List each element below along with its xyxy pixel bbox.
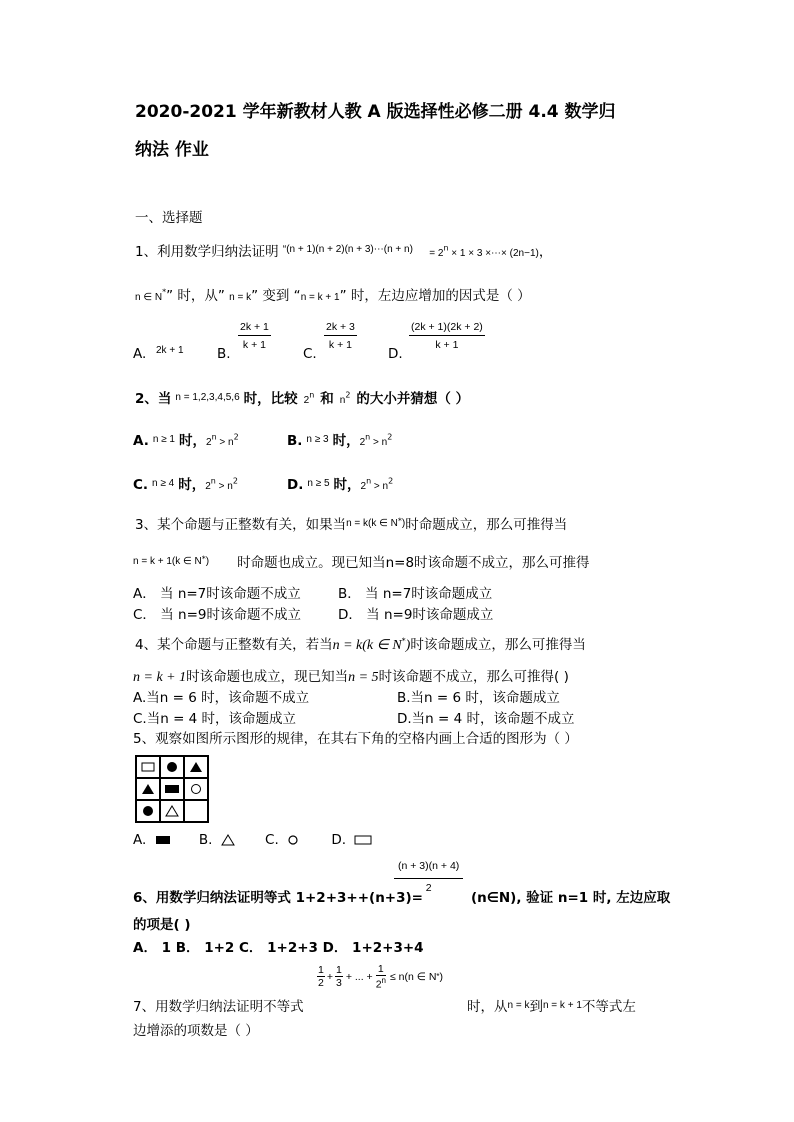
q1-nk: n = k xyxy=(229,292,252,303)
q4-line2-c: n = 5 xyxy=(348,670,379,685)
q6-line1-suffix: (n∈N), 验证 n=1 时, 左边应取 xyxy=(471,890,671,906)
q2-option-c xyxy=(133,473,238,493)
q2-option-d-label: D. xyxy=(287,477,304,493)
q3-cond-end: ) xyxy=(401,518,406,529)
q1-option-d-den: k + 1 xyxy=(435,339,459,351)
q2-option-b-label: B. xyxy=(287,433,303,449)
q1-option-a-value: 2k + 1 xyxy=(156,345,184,356)
q2-option-d-tail: 时， xyxy=(333,477,361,493)
q2-base-2-exp: n xyxy=(309,390,315,400)
q7-line1-rest xyxy=(467,995,636,1015)
q2-option-d-ineq-exp2: 2 xyxy=(388,476,394,486)
q1-formula-left: “(n + 1)(n + 2)(n + 3)⋯(n + n) xyxy=(282,244,413,255)
q7-suffix: 不等式左 xyxy=(581,999,636,1015)
q4-cond-sup: * xyxy=(401,636,406,646)
q1-line2-b: ” 变到 “ xyxy=(251,288,301,304)
q2-option-a xyxy=(133,429,239,449)
q7-frac-3-den: 2 xyxy=(375,978,382,991)
grid-cell-filled-circle xyxy=(160,756,184,778)
empty-triangle-icon xyxy=(221,834,235,846)
q2-option-a-ineq: 2 xyxy=(206,437,212,448)
q3-cond2-end: ) xyxy=(205,556,210,567)
q2-option-a-ineq-mid: > n xyxy=(216,437,234,448)
q3-cond-sup: * xyxy=(397,516,402,526)
q5-options xyxy=(133,832,372,848)
q2-option-a-cond: n ≥ 1 xyxy=(152,434,175,445)
q2-option-b-ineq-exp: n xyxy=(365,432,371,442)
q2-n-exp: 2 xyxy=(345,390,351,400)
q3-suffix: 时命题成立，那么可推得当 xyxy=(405,517,568,533)
q4-line1 xyxy=(135,633,586,654)
filled-triangle-icon xyxy=(141,783,155,795)
q2-line xyxy=(135,387,469,407)
q2-option-d-ineq-exp: n xyxy=(366,476,372,486)
q2-nvals: n = 1,2,3,4,5,6 xyxy=(175,392,240,403)
q3-line2-text: 时命题也成立。现已知当n=8时该命题不成立，那么可推得 xyxy=(237,555,590,571)
q1-formula-eq: = 2 xyxy=(429,248,444,259)
q7-mid: 时，从 xyxy=(467,999,508,1015)
q2-option-d-ineq-mid: > n xyxy=(371,481,389,492)
q7-frac-3-den-exp: n xyxy=(381,976,386,985)
q2-and: 和 xyxy=(320,391,334,407)
q3-line1 xyxy=(135,513,567,533)
q2-suffix: 的大小并猜想（ ） xyxy=(356,391,470,407)
q2-option-b-tail: 时， xyxy=(332,433,360,449)
q6-line2: 的项是( ) xyxy=(133,917,191,933)
q4-line2-a: n = k + 1 xyxy=(133,670,187,685)
q1-option-d-label: D. xyxy=(388,346,403,362)
q6-prefix: 6、用数学归纳法证明等式 1+2+3++(n+3)= xyxy=(133,890,423,906)
q5-option-d-label: D. xyxy=(331,832,347,848)
q2-option-c-ineq-exp: n xyxy=(210,476,216,486)
q7-frac-3-num: 1 xyxy=(376,963,386,976)
q6-fraction-num: (n + 3)(n + 4) xyxy=(394,860,463,879)
q4-option-d: D.当n = 4 时，该命题不成立 xyxy=(397,711,575,727)
q2-mid: 时，比较 xyxy=(243,391,298,407)
q1-formula-exp: n xyxy=(443,243,449,253)
q7-dots: + ... + xyxy=(345,970,373,983)
empty-rectangle-icon xyxy=(141,762,155,772)
q2-option-c-ineq: 2 xyxy=(205,481,211,492)
q4-line2-b: 时该命题也成立，现已知当 xyxy=(186,669,349,685)
q1-prefix: 1、利用数学归纳法证明 xyxy=(135,244,279,260)
q4-cond: n = k(k ∈ N xyxy=(332,638,402,653)
q4-prefix: 4、某个命题与正整数有关，若当 xyxy=(135,637,333,653)
q6-fraction-den: 2 xyxy=(425,882,432,894)
q1-nset-sup: * xyxy=(162,287,167,297)
q2-option-d-cond: n ≥ 5 xyxy=(307,478,330,489)
q1-option-b-num: 2k + 1 xyxy=(238,321,271,336)
empty-circle-icon xyxy=(287,834,299,846)
grid-cell-empty-rectangle xyxy=(136,756,160,778)
q3-option-a: A． 当 n=7时该命题不成立 xyxy=(133,586,301,602)
q7-frac-1-den: 2 xyxy=(318,977,324,990)
q1-option-b-fraction xyxy=(238,321,271,351)
q3-option-c: C． 当 n=9时该命题不成立 xyxy=(133,607,301,623)
q4-cond-end: ) xyxy=(405,638,411,653)
filled-circle-icon xyxy=(142,805,154,817)
q2-option-a-label: A. xyxy=(133,433,149,449)
filled-rectangle-icon xyxy=(164,784,180,794)
q7-line2: 边增添的项数是（ ） xyxy=(133,1023,259,1039)
grid-cell-filled-triangle xyxy=(136,778,160,800)
q1-nk1: n = k + 1 xyxy=(300,292,340,303)
q5-option-a-label: A. xyxy=(133,832,147,848)
filled-rectangle-icon xyxy=(155,835,171,845)
doc-title-line2: 纳法 作业 xyxy=(135,140,209,160)
grid-cell-blank xyxy=(184,800,208,822)
q6-line1 xyxy=(133,886,423,906)
q1-option-d-num: (2k + 1)(2k + 2) xyxy=(409,321,485,336)
empty-triangle-icon xyxy=(165,805,179,817)
q7-frac-2-num: 1 xyxy=(335,964,342,977)
q2-option-c-tail: 时， xyxy=(178,477,206,493)
q2-option-c-ineq-mid: > n xyxy=(215,481,233,492)
q1-line2 xyxy=(135,284,531,304)
q7-nk: n = k xyxy=(507,1000,530,1011)
q1-option-c-num: 2k + 3 xyxy=(324,321,357,336)
q1-nset: n ∈ N xyxy=(135,292,163,303)
q1-line2-c: ” 时，左边应增加的因式是（ ） xyxy=(339,288,531,304)
grid-cell-filled-rectangle xyxy=(160,778,184,800)
q2-option-a-ineq-exp: n xyxy=(211,432,217,442)
q3-prefix: 3、某个命题与正整数有关，如果当 xyxy=(135,517,347,533)
q2-option-c-ineq-exp2: 2 xyxy=(232,476,238,486)
q2-option-d-ineq: 2 xyxy=(360,481,367,492)
q3-cond2: n = k + 1(k ∈ N xyxy=(133,556,202,567)
q1-option-b-label: B. xyxy=(217,346,231,362)
q7-rhs-sup: * xyxy=(436,972,440,982)
q2-option-b-ineq-exp2: 2 xyxy=(387,432,393,442)
q2-base-2: 2 xyxy=(303,395,310,406)
q1-option-d-fraction xyxy=(409,321,485,351)
q3-cond: n = k(k ∈ N xyxy=(346,518,398,529)
q4-option-c: C.当n = 4 时，该命题成立 xyxy=(133,711,297,727)
q7-frac-1-num: 1 xyxy=(318,964,324,977)
q1-option-b-den: k + 1 xyxy=(242,339,266,351)
empty-rectangle-icon xyxy=(354,835,372,845)
q3-cond2-sup: * xyxy=(201,554,206,564)
q7-frac-3 xyxy=(376,963,386,991)
q1-line2-a: ” 时，从” xyxy=(166,288,230,304)
q2-option-a-tail: 时， xyxy=(179,433,206,449)
q2-option-d xyxy=(287,473,393,493)
q4-suffix: 时该命题成立，那么可推得当 xyxy=(410,637,586,653)
doc-title-line1: 2020-2021 学年新教材人教 A 版选择性必修二册 4.4 数学归 xyxy=(135,102,616,122)
q7-rhs: ≤ n(n ∈ N xyxy=(389,970,437,983)
q2-prefix: 2、当 xyxy=(135,391,172,407)
q2-option-b-ineq-mid: > n xyxy=(370,437,388,448)
q2-option-c-cond: n ≥ 4 xyxy=(152,478,175,489)
q4-option-a: A.当n = 6 时，该命题不成立 xyxy=(133,690,310,706)
q2-option-a-ineq-exp2: 2 xyxy=(233,432,239,442)
q1-option-a-label: A. xyxy=(133,346,147,362)
q1-line1 xyxy=(135,240,552,260)
q7-frac-2 xyxy=(335,964,343,989)
q7-rhs-end: ) xyxy=(439,970,444,983)
q7-nk1: n = k + 1 xyxy=(542,1000,582,1011)
empty-circle-icon xyxy=(190,783,202,795)
grid-cell-filled-triangle xyxy=(184,756,208,778)
q7-frac-1 xyxy=(317,964,325,989)
q2-option-c-label: C. xyxy=(133,477,149,493)
q3-line2 xyxy=(133,551,590,571)
grid-cell-empty-circle xyxy=(184,778,208,800)
q2-option-b-ineq: 2 xyxy=(359,437,366,448)
q4-option-b: B.当n = 6 时，该命题成立 xyxy=(397,690,560,706)
q1-option-c-den: k + 1 xyxy=(328,339,352,351)
q3-option-d: D． 当 n=9时该命题成立 xyxy=(338,607,494,623)
section-heading: 一、选择题 xyxy=(135,210,203,226)
q6-options: A． 1 B． 1+2 C． 1+2+3 D． 1+2+3+4 xyxy=(133,940,424,956)
q5-question: 5、观察如图所示图形的规律，在其右下角的空格内画上合适的图形为（ ） xyxy=(133,731,578,747)
q4-line2 xyxy=(133,665,569,686)
q2-n: n xyxy=(339,395,346,406)
q5-option-c-label: C. xyxy=(265,832,279,848)
q7-to: 到 xyxy=(529,999,543,1015)
q4-line2-d: 时该命题不成立，那么可推得( ) xyxy=(378,669,569,685)
q1-comma: ， xyxy=(538,244,553,260)
grid-cell-empty-triangle xyxy=(160,800,184,822)
q3-option-b: B． 当 n=7时该命题成立 xyxy=(338,586,493,602)
q1-option-c-fraction xyxy=(324,321,357,351)
q7-frac-2-den: 3 xyxy=(335,977,342,990)
q7-line1-prefix: 7、用数学归纳法证明不等式 xyxy=(133,999,304,1015)
grid-cell-filled-circle xyxy=(136,800,160,822)
q2-option-b-cond: n ≥ 3 xyxy=(306,434,329,445)
filled-circle-icon xyxy=(166,761,178,773)
q1-formula-right: × 1 × 3 ×⋯× (2n−1) xyxy=(448,248,539,259)
q2-option-b xyxy=(287,429,392,449)
filled-triangle-icon xyxy=(189,761,203,773)
q5-option-b-label: B. xyxy=(198,832,213,848)
q1-option-c-label: C. xyxy=(303,346,317,362)
q5-pattern-grid xyxy=(135,755,209,823)
q7-inequality: $\frac{1}{2}$ + $\frac{1}{3}$ + ... + $\frac{1}{2^n}$ ≤ n(n ∈ N * ) xyxy=(318,963,444,991)
